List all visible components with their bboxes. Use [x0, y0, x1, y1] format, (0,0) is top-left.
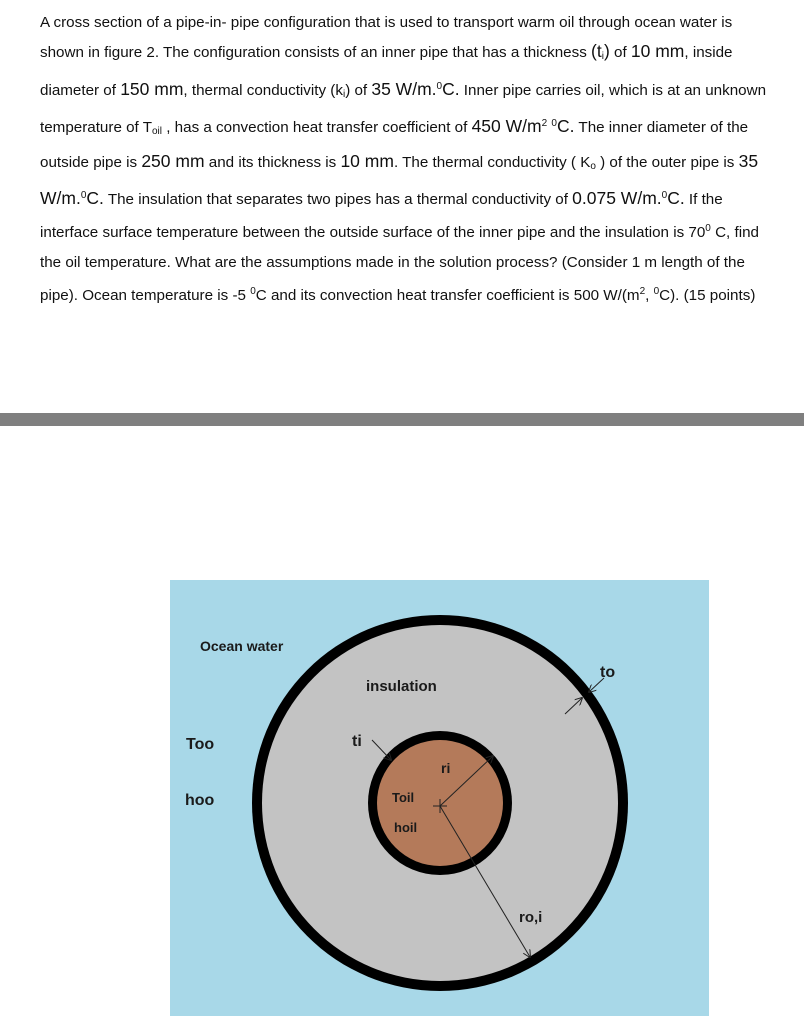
hoil-label: hoil	[394, 820, 418, 835]
h-infinity-label: hoo	[185, 792, 215, 809]
insulation-label: insulation	[366, 678, 437, 695]
ti-label: ti	[352, 733, 362, 750]
ocean-water-label: Ocean water	[200, 638, 284, 654]
toil-label: Toil	[392, 790, 415, 805]
problem-statement: A cross section of a pipe-in- pipe configuration that is used to transport warm oil through ocean water is shown in figure 2. The configuration consists of an inner pipe that has a thickness $(t_i)$ of 10 mm, inside diameter of 150 mm, thermal conductivity $(k_i)$ of 35 W/m.$^0$C. Inner pipe carries oil, which is at an unknown temperature of $T_{oil}$ , has a convection heat transfer coefficient of 450 $W/m^2$ $^0$C. The inner diameter of the outside pipe is 250 mm and its thickness is 10 mm. The thermal conductivity ( $K_o$ ) of the outer pipe is 35 W/m.$^0$C. The insulation that separates two pipes has a thermal conductivity of 0.075 W/m.$^0$C. If the interface surface temperature between the outside surface of the inner pipe and the insulation is $70^0$ C, find the oil temperature. What are the assumptions made in the solution process? (Consider 1 m length of the pipe). Ocean temperature is -5 $^0$C and its convection heat transfer coefficient is 500 $W/(m^2$, $^0$C). (15 points)	[40, 14, 767, 305]
ri-label: ri	[441, 760, 451, 776]
t-infinity-label: Too	[186, 736, 215, 753]
roi-label: ro,i	[519, 909, 543, 926]
to-label: to	[600, 664, 616, 681]
